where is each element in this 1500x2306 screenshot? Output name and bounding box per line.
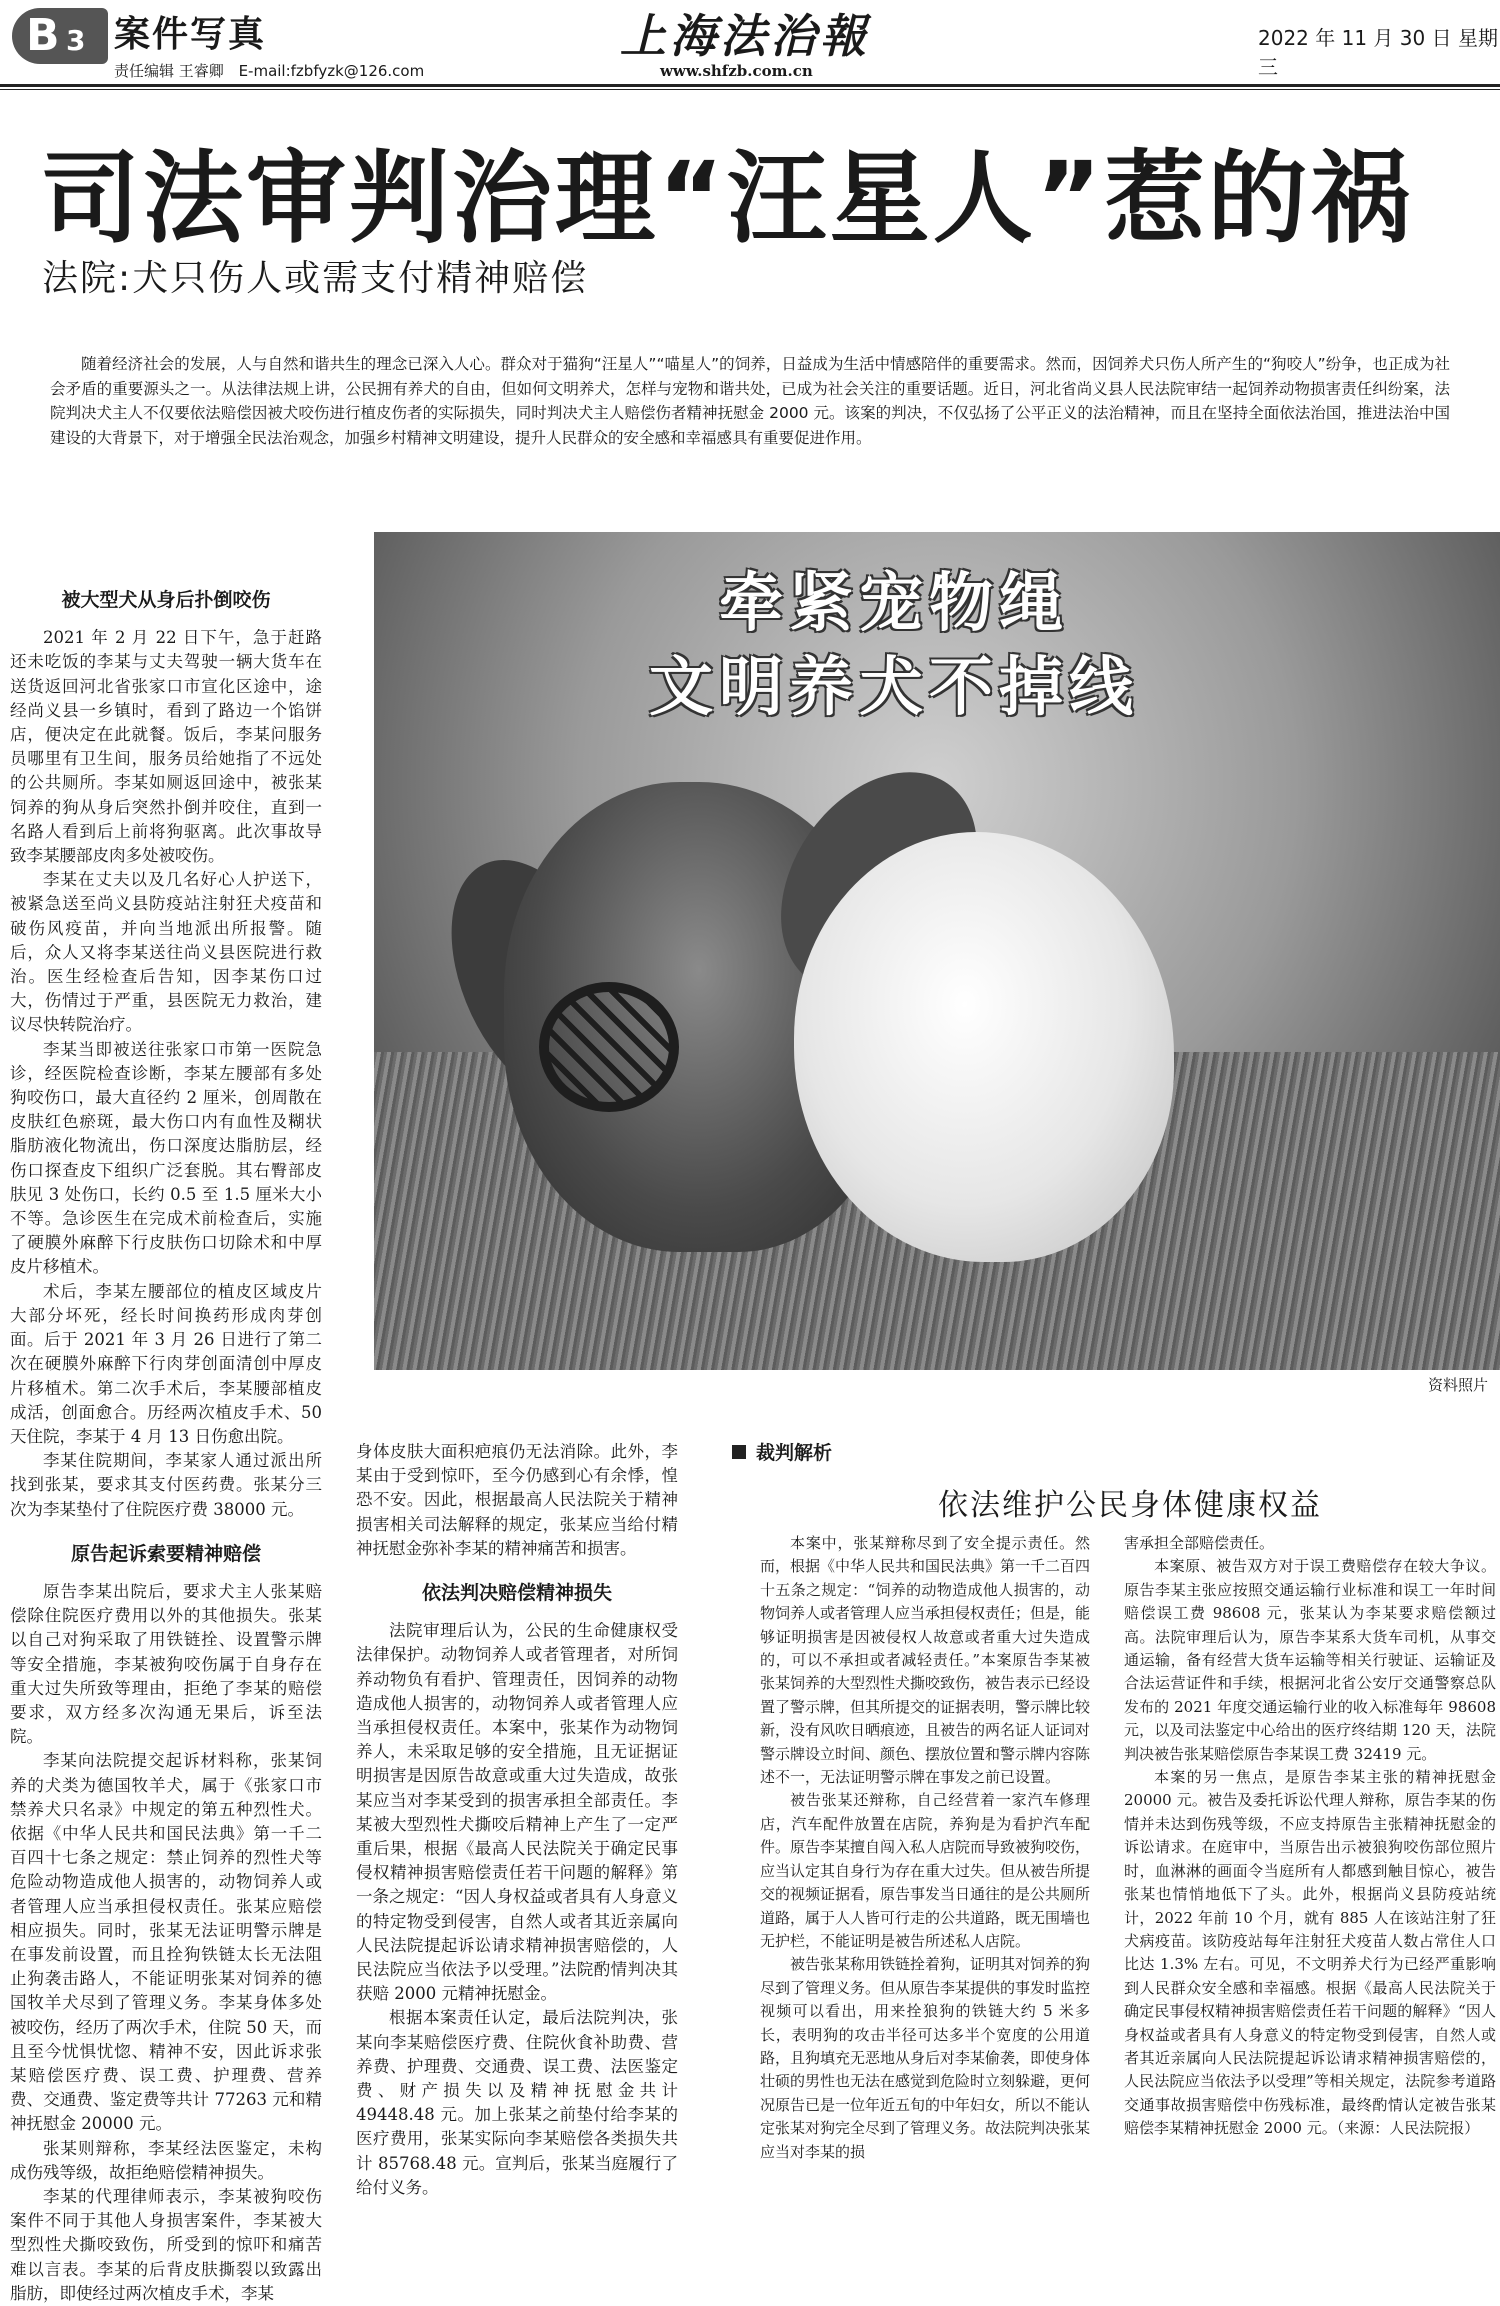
header-rule-thin [0,89,1500,90]
paragraph: 法院审理后认为，公民的生命健康权受法律保护。动物饲养人或者管理者，对所饲养动物负有看护、管理责任，因饲养的动物造成他人损害的，动物饲养人或者管理人应当承担侵权责任。本案中，张某作为动物饲养人，未采取足够的安全措施，且无证据证明损害是因原告故意或重大过失造成，故张某应当对李某受到的损害承担全部责任。李某被大型烈性犬撕咬后精神上产生了一定严重后果，根据《最高人民法院关于确定民事侵权精神损害赔偿责任若干问题的解释》第一条之规定：“因人身权益或者具有人身意义的特定物受到侵害，自然人或者其近亲属向人民法院提起诉讼请求精神损害赔偿的，人民法院应当依法予以受理。”法院酌情判决其获赔 2000 元精神抚慰金。 [356,1621,678,2004]
paragraph: 原告李某出院后，要求犬主人张某赔偿除住院医疗费用以外的其他损失。张某以自己对狗采取了用铁链拴、设置警示牌等安全措施，李某被狗咬伤属于自身存在重大过失所致等理由，拒绝了李某的赔偿要求，双方经多次沟通无果后，诉至法院。 [10,1581,322,1747]
paragraph: 李某当即被送往张家口市第一医院急诊，经医院检查诊断，李某左腰部有多处狗咬伤口，最大直径约 2 厘米，创周散在皮肤红色瘀斑，最大伤口内有血性及糊状脂肪液化物流出，伤口深度达脂肪层，经伤口探查皮下组织广泛套脱。其右臀部皮肤见 3 处伤口，长约 0.5 至 1.5 厘米大小不等。急诊医生在完成术前检查后，实施了硬膜外麻醉下行皮肤伤口切除术和中厚皮片移植术。 [10,1039,322,1277]
photo-caption-title [544,562,1244,730]
masthead-logo: 上海法治報 [620,9,870,63]
toy-ball [539,982,679,1112]
dog-photo [374,532,1500,1370]
section-number: 3 [66,24,86,57]
paragraph: 本案中，张某辩称尽到了安全提示责任。然而，根据《中华人民共和国民法典》第一千二百四十五条之规定：“饲养的动物造成他人损害的，动物饲养人或者管理人应当承担侵权责任；但是，能够证明损害是因被侵权人故意或者重大过失造成的，可以不承担或者减轻责任。”本案原告李某被张某饲养的大型烈性犬撕咬致伤，被告表示已经设置了警示牌，但其所提交的证据表明，警示牌比较新，没有风吹日晒痕迹，且被告的两名证人证词对警示牌设立时间、颜色、摆放位置和警示牌内容陈述不一，无法证明警示牌在事发之前已设置。 [760,1534,1091,1787]
paragraph: 李某在丈夫以及几名好心人护送下，被紧急送至尚义县防疫站注射狂犬疫苗和破伤风疫苗，并向当地派出所报警。随后，众人又将李某送往尚义县医院进行救治。医生经检查后告知，因李某伤口过大，伤情过于严重，县医院无力救治，建议尽快转院治疗。 [10,870,322,1035]
paragraph: 术后，李某左腰部位的植皮区域皮片大部分坏死，经长时间换药形成肉芽创面。后于 2021 年 3 月 26 日进行了第二次在硬膜外麻醉下行肉芽创面清创中厚皮片移植术。第二次手术后，李某腰部植皮成活，创面愈合。历经两次植皮手术、50 天住院，李某于 4 月 13 日伤愈出院。 [10,1281,322,1446]
paragraph: 本案的另一焦点，是原告李某主张的精神抚慰金 20000 元。被告及委托诉讼代理人辩称，原告李某的伤情并未达到伤残等级，不应支持原告主张精神抚慰金的诉讼请求。在庭审中，当原告出示被狼狗咬伤部位照片时，血淋淋的画面令当庭所有人都感到触目惊心，被告张某也情悄地低下了头。此外，根据尚义县防疫站统计，2022 年前 10 个月，就有 885 人在该站注射了狂犬病疫苗。该防疫站每年注射狂犬疫苗人数占常住人口比达 1.3% 左右。可见，不文明养犬行为已经严重影响到人民群众安全感和幸福感。根据《最高人民法院关于确定民事侵权精神损害赔偿责任若干问题的解释》“因人身权益或者具有人身意义的特定物受到侵害，自然人或者其近亲属向人民法院提起诉讼请求精神损害赔偿的，人民法院应当依法予以受理”等相关规定，法院参考道路交通事故损害赔偿中伤残标准，最终酌情认定被告张某赔偿李某精神抚慰金 2000 元。（来源：人民法院报） [1124,1768,1496,2138]
photo-title-line1: 牵紧宠物绳 [719,567,1069,641]
paragraph: 李某住院期间，李某家人通过派出所找到张某，要求其支付医药费。张某分三次为李某垫付了住院医疗费 38000 元。 [10,1451,322,1519]
column-1-subtitle: 被大型犬从身后扑倒咬伤 [61,589,271,611]
column-2 [356,1440,678,2200]
paragraph: 被告张某称用铁链拴着狗，证明其对饲养的狗尽到了管理义务。但从原告李某提供的事发时监控视频可以看出，用来拴狼狗的铁链大约 5 米多长，表明狗的攻击半径可达多半个宽度的公用道路，且狗填充无恶地从身后对李某偷袭，即使身体壮硕的男性也无法在感觉到危险时立刻躲避，更何况原告已是一位年近五旬的中年妇女，所以不能认定张某对狗完全尽到了管理义务。故法院判决张某应当对李某的损 [760,1955,1091,2161]
white-dog [794,832,1174,1262]
paragraph: 害承担全部赔偿责任。 [1124,1534,1275,1552]
paragraph: 李某向法院提交起诉材料称，张某饲养的犬类为德国牧羊犬，属于《张家口市禁养犬只名录》中规定的第五种烈性犬。依据《中华人民共和国民法典》第一千二百四十七条之规定：禁止饲养的烈性犬等危险动物造成他人损害的，动物饲养人或者管理人应当承担侵权责任。张某应赔偿相应损失。同时，张某无法证明警示牌是在事发前设置，而且拴狗铁链太长无法阻止狗袭击路人，不能证明张某对饲养的德国牧羊犬尽到了管理义务。李某身体多处被咬伤，经历了两次手术，住院 50 天，而且至今忧惧忧惚、精神不安，因此诉求张某赔偿医疗费、误工费、护理费、营养费、交通费、鉴定费等共计 77263 元和精神抚慰金 20000 元。 [10,1751,322,2134]
analysis-label-text: 裁判解析 [756,1442,833,1464]
publication-date: 2022 年 11 月 30 日 星期三 [1258,26,1498,79]
paragraph: 张某则辩称，李某经法医鉴定，未构成伤残等级，故拒绝赔偿精神损失。 [10,2138,322,2182]
intro-paragraph: 随着经济社会的发展，人与自然和谐共生的理念已深入人心。群众对于猫狗“汪星人”“喵星人”的饲养，日益成为生活中情感陪伴的重要需求。然而，因饲养犬只伤人所产生的“狗咬人”纷争，也正成为社会矛盾的重要源头之一。从法律法规上讲，公民拥有养犬的自由，但如何文明养犬，怎样与宠物和谐共处，已成为社会关注的重要话题。近日，河北省尚义县人民法院审结一起饲养动物损害责任纠纷案，法院判决犬主人不仅要依法赔偿因被犬咬伤进行植皮伤者的实际损失，同时判决犬主人赔偿伤者精神抚慰金 2000 元。该案的判决，不仅弘扬了公平正义的法治精神，而且在坚持全面依法治国，推进法治中国建设的大背景下，对于增强全民法治观念，加强乡村精神文明建设，提升人民群众的安全感和幸福感具有重要促进作用。 [50,355,1450,447]
paragraph: 2021 年 2 月 22 日下午，急于赶路还未吃饭的李某与丈夫驾驶一辆大货车在送货返回河北省张家口市宣化区途中，途经尚义县一乡镇时，看到了路边一个馅饼店，便决定在此就餐。饭后，李某问服务员哪里有卫生间，服务员给她指了不远处的公共厕所。李某如厕返回途中，被张某饲养的狗从身后突然扑倒并咬住，直到一名路人看到后上前将狗驱离。此次事故导致李某腰部皮肉多处被咬伤。 [10,628,322,866]
paragraph: 身体皮肤大面积疤痕仍无法消除。此外，李某由于受到惊吓，至今仍感到心有余悸，惶恐不安。因此，根据最高人民法院关于精神损害相关司法解释的规定，张某应当给付精神抚慰金弥补李某的精神痛苦和损害。 [356,1442,678,1558]
analysis-column-1 [760,1532,1090,2164]
paragraph: 被告张某还辩称，自己经营着一家汽车修理店，汽车配件放置在店院，养狗是为看护汽车配件。原告李某擅自闯入私人店院而导致被狗咬伤，应当认定其自身行为存在重大过失。但从被告所提交的视频证据看，原告事发当日通往的是公共厕所道路，属于人人皆可行走的公共道路，既无围墙也无护栏，不能证明是被告所述私人店院。 [760,1791,1091,1950]
paragraph: 本案原、被告双方对于误工费赔偿存在较大争议。原告李某主张应按照交通运输行业标准和误工一年时间赔偿误工费 98608 元，张某认为李某要求赔偿额过高。法院审理后认为，原告李某系大货车司机，从事交通运输，备有经营大货车运输等相关行驶证、运输证及合法运营证件和手续，根据河北省公安厅交通警察总队发布的 2021 年度交通运输行业的收入标准每年 98608 元，以及司法鉴定中心给出的医疗终结期 120 天，法院判决被告张某赔偿原告李某误工费 32419 元。 [1124,1557,1496,1763]
section-title: 案件写真 [114,14,267,55]
header-rule [0,84,1500,87]
section-badge [12,8,108,64]
square-bullet-icon [732,1445,746,1459]
editor-email: E-mail:fzbfyzk@126.com [238,62,425,80]
column-1-subtitle-2: 原告起诉索要精神赔偿 [70,1542,261,1565]
editor-line [114,60,434,81]
paragraph: 李某的代理律师表示，李某被狗咬伤案件不同于其他人身损害案件，李某被大型烈性犬撕咬致伤，所受到的惊吓和痛苦难以言表。李某的后背皮肤撕裂以致露出脂肪，即使经过两次植皮手术，李某 [10,2187,322,2303]
column-2-subtitle: 依法判决赔偿精神损失 [421,1582,612,1605]
analysis-column-2 [1124,1532,1496,2141]
photo-title-line2: 文明养犬不掉线 [649,651,1139,725]
analysis-title: 依法维护公民身体健康权益 [938,1488,1322,1523]
paragraph: 根据本案责任认定，最后法院判决，张某向李某赔偿医疗费、住院伙食补助费、营养费、护理费、交通费、误工费、法医鉴定费、财产损失以及精神抚慰金共计 49448.48 元。加上张某之前垫付给李某的医疗费用，张某实际向李某赔偿各类损失共计 85768.48 元。宣判后，张某当庭履行了给付义务。 [356,2008,678,2197]
subheadline: 法院:犬只伤人或需支付精神赔偿 [42,258,589,299]
photo-credit: 资料照片 [1428,1376,1489,1394]
column-1 [10,588,322,2306]
website-url: www.shfzb.com.cn [660,62,813,80]
section-letter: B [26,10,60,61]
headline: 司法审判治理“汪星人”惹的祸 [40,140,1414,257]
analysis-label [732,1438,832,1465]
editor-name: 责任编辑 王睿卿 [114,62,224,80]
